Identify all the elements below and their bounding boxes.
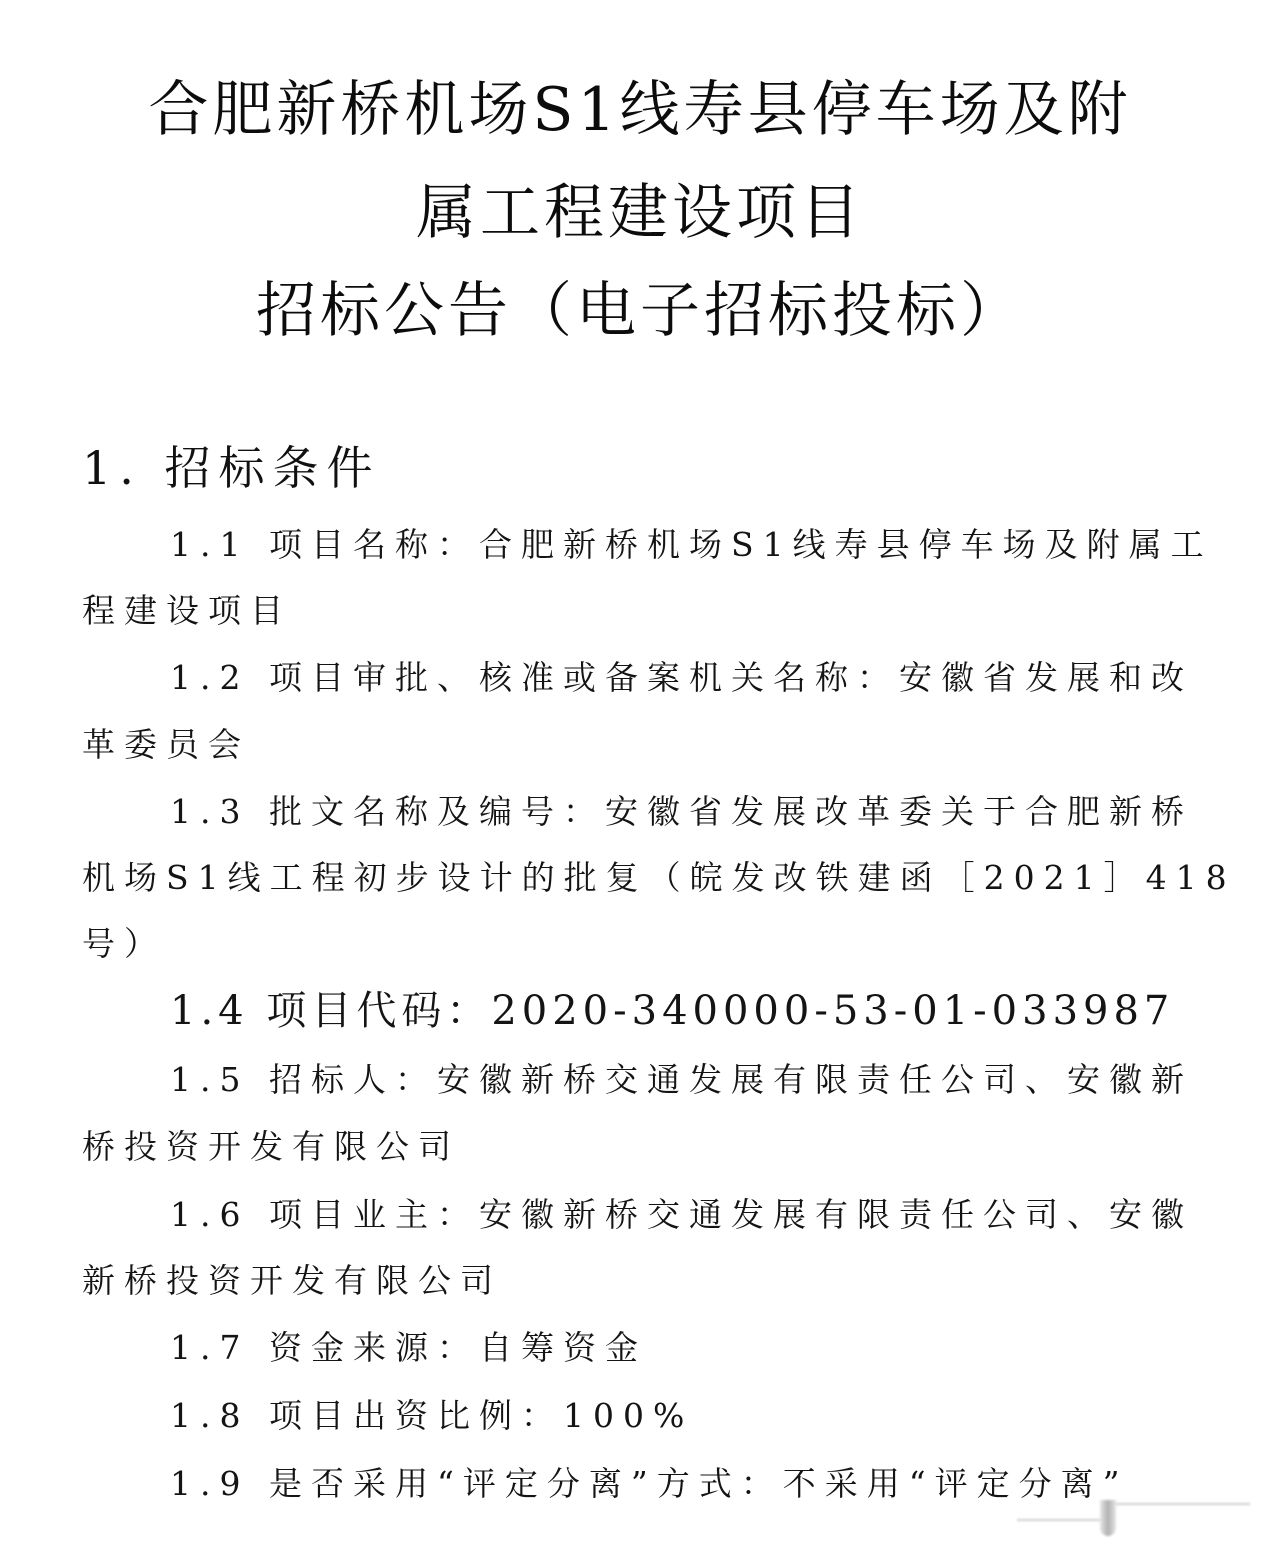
section-heading [82, 440, 381, 496]
item-1-3-continuation-2: 号） [82, 924, 166, 963]
document-title-line-3: 招标公告（电子招标投标） [256, 276, 1024, 346]
item-1-2-approval-authority: 1.2 项目审批、核准或备案机关名称：安徽省发展和改 [170, 658, 1193, 697]
watermark-bar-icon [1100, 1500, 1116, 1536]
item-1-8-investment-ratio: 1.8 项目出资比例：100% [170, 1396, 694, 1435]
item-1-5-continuation: 桥投资开发有限公司 [82, 1127, 460, 1166]
item-1-6-project-owner: 1.6 项目业主：安徽新桥交通发展有限责任公司、安徽 [170, 1195, 1193, 1234]
item-1-4-project-code: 1.4 项目代码：2020-340000-53-01-033987 [170, 988, 1175, 1034]
document-title-line-2: 属工程建设项目 [416, 178, 864, 248]
section-number: 1. [82, 441, 142, 495]
item-1-5-tenderer: 1.5 招标人：安徽新桥交通发展有限责任公司、安徽新 [170, 1060, 1193, 1099]
document-title-line-1: 合肥新桥机场S1线寿县停车场及附 [148, 75, 1132, 145]
watermark-line-icon [1110, 1503, 1250, 1505]
item-1-7-fund-source: 1.7 资金来源：自筹资金 [170, 1328, 647, 1367]
item-1-6-continuation: 新桥投资开发有限公司 [82, 1261, 502, 1300]
item-1-2-continuation: 革委员会 [82, 725, 250, 764]
section-title: 招标条件 [164, 441, 381, 495]
item-1-3-continuation-1: 机场S1线工程初步设计的批复（皖发改铁建函［2021］418 [82, 858, 1236, 897]
item-1-1-continuation: 程建设项目 [82, 591, 292, 630]
item-1-3-approval-document: 1.3 批文名称及编号：安徽省发展改革委关于合肥新桥 [170, 792, 1193, 831]
watermark-overlay [1015, 1500, 1255, 1535]
watermark-line-icon [1017, 1519, 1107, 1521]
item-1-9-evaluation-separation: 1.9 是否采用“评定分离”方式：不采用“评定分离” [170, 1464, 1129, 1503]
item-1-1-project-name: 1.1 项目名称：合肥新桥机场S1线寿县停车场及附属工 [170, 525, 1213, 564]
